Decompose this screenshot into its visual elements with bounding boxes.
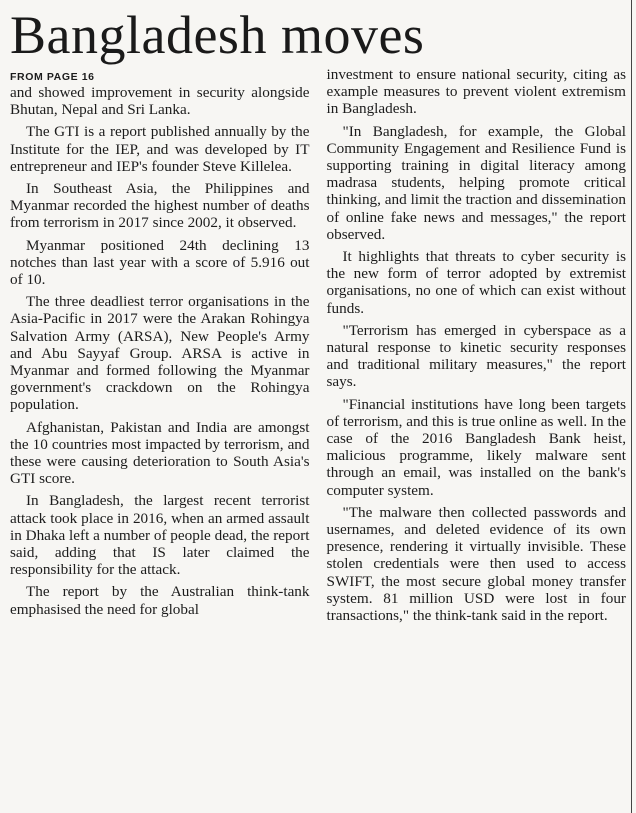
paragraph: The report by the Australian think-tank emphasised the need for global [10,583,310,618]
paragraph: investment to ensure national security, citing as example measures to prevent violent extremism in Bangladesh. [326,66,626,118]
paragraph: In Southeast Asia, the Philippines and Myanmar recorded the highest number of deaths from terrorism in 2017 since 2002, it observed. [10,180,310,232]
paragraph: "In Bangladesh, for example, the Global Community Engagement and Resilience Fund is supporting training in digital literacy among madrasa students, helping promote critical thinking, and limit the traction and dissemination of online fake news and messages," the report observed. [326,122,626,243]
paragraph: The three deadliest terror organisations in the Asia-Pacific in 2017 were the Arakan Rohingya Salvation Army (ARSA), New People's Army and Abu Sayyaf Group. ARSA is active in Myanmar and formed following the Myanmar government's crackdown on the Rohingya population. [10,293,310,414]
continuation-kicker: FROM PAGE 16 [10,71,95,83]
paragraph: The GTI is a report published annually by the Institute for the IEP, and was developed by IT entrepreneur and IEP's founder Steve Killelea. [10,123,310,175]
paragraph: "Terrorism has emerged in cyberspace as a natural response to kinetic security responses and traditional military measures," the report says. [326,321,626,391]
left-column [10,72,310,629]
paragraph: In Bangladesh, the largest recent terrorist attack took place in 2016, when an armed assault in Dhaka left a number of people dead, the report said, adding that IS later claimed the responsibility for the attack. [10,492,310,579]
article-body [10,66,626,629]
column-rule [631,0,632,813]
paragraph: Afghanistan, Pakistan and India are amongst the 10 countries most impacted by terrorism, and these were causing deterioration to South Asia's GTI score. [10,418,310,488]
headline: Bangladesh moves [10,5,425,65]
paragraph: It highlights that threats to cyber security is the new form of terror adopted by extremist organisations, no one of which can exist without funds. [326,248,626,317]
paragraph: "The malware then collected passwords and usernames, and deleted evidence of its own presence, rendering it virtually invisible. These stolen credentials were then used to access SWIFT, the most secure global money transfer system. 81 million USD were lost in four transactions," the think-tank said in the report. [326,503,626,625]
paragraph: "Financial institutions have long been targets of terrorism, and this is true online as well. In the case of the 2016 Bangladesh Bank heist, malicious programme, likely malware sent through an email, was installed on the bank's computer system. [326,395,626,499]
paragraph: and showed improvement in security alongside Bhutan, Nepal and Sri Lanka. [10,84,310,119]
paragraph: Myanmar positioned 24th declining 13 notches than last year with a score of 5.916 out of 10. [10,236,310,289]
right-column [327,66,627,629]
